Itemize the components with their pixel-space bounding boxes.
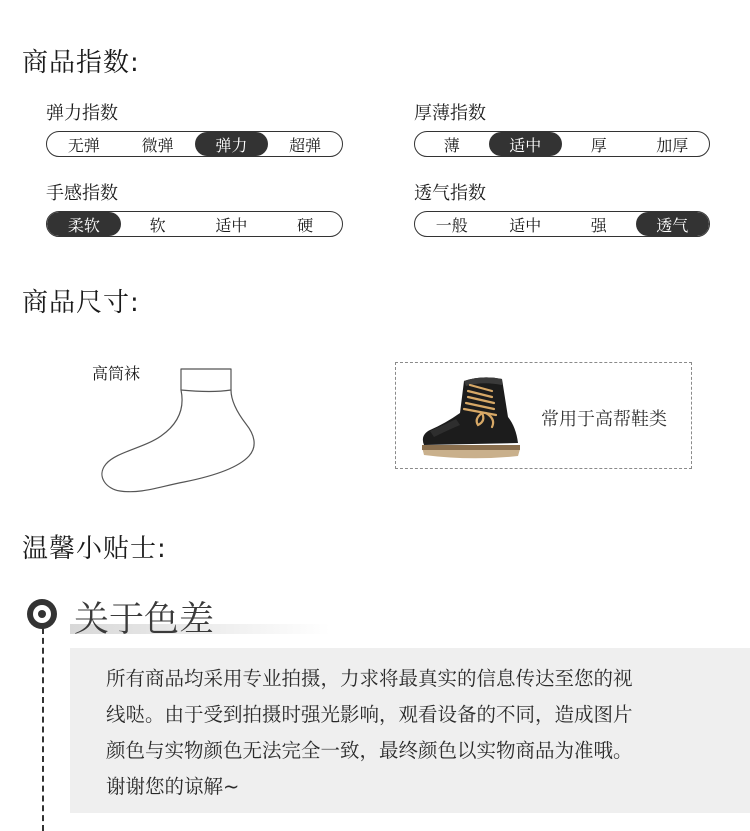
- breathability-option: 一般: [435, 215, 468, 235]
- elasticity-label: 弹力指数: [46, 103, 118, 124]
- feel-label: 手感指数: [46, 183, 118, 204]
- tip-body-line-2: 线哒。由于受到拍摄时强光影响，观看设备的不同，造成图片: [106, 703, 633, 726]
- feel-option: 适中: [215, 215, 248, 235]
- elasticity-option: 超弹: [289, 135, 322, 155]
- elasticity-option: 无弹: [67, 135, 100, 155]
- feel-scale: [46, 211, 343, 237]
- thickness-option: 薄: [443, 135, 460, 155]
- size-section-title: 商品尺寸:: [22, 288, 140, 318]
- shoe-usage-caption: 常用于高帮鞋类: [541, 409, 667, 430]
- shoe-usage-box: [395, 362, 692, 469]
- thickness-scale: [414, 131, 710, 157]
- breathability-option: 透气: [636, 212, 710, 236]
- target-circle-icon: [27, 599, 57, 629]
- sock-outline-illustration: [96, 364, 261, 499]
- elasticity-scale: [46, 131, 343, 157]
- breathability-option: 强: [590, 215, 607, 235]
- tips-section-title: 温馨小贴士:: [22, 534, 167, 564]
- tip-heading: 关于色差: [74, 600, 215, 640]
- thickness-option: 厚: [590, 135, 607, 155]
- tip-card: [70, 648, 750, 813]
- breathability-label: 透气指数: [414, 183, 486, 204]
- thickness-option: 加厚: [656, 135, 689, 155]
- thickness-label: 厚薄指数: [414, 103, 486, 124]
- tip-timeline-line: [42, 628, 44, 831]
- tip-body-line-1: 所有商品均采用专业拍摄，力求将最真实的信息传达至您的视: [106, 667, 633, 690]
- feel-option: 硬: [297, 215, 314, 235]
- tip-body-line-3: 颜色与实物颜色无法完全一致，最终颜色以实物商品为准哦。: [106, 739, 633, 762]
- high-top-boot-image: [416, 373, 526, 461]
- index-section-title: 商品指数:: [22, 48, 140, 78]
- breathability-scale: [414, 211, 710, 237]
- elasticity-option: 弹力: [195, 132, 269, 156]
- tip-body-line-4: 谢谢您的谅解~: [106, 775, 240, 798]
- thickness-option: 适中: [489, 132, 563, 156]
- feel-option: 软: [149, 215, 166, 235]
- elasticity-option: 微弹: [141, 135, 174, 155]
- sock-type-label: 高筒袜: [92, 364, 141, 383]
- breathability-option: 适中: [509, 215, 542, 235]
- feel-option: 柔软: [47, 212, 121, 236]
